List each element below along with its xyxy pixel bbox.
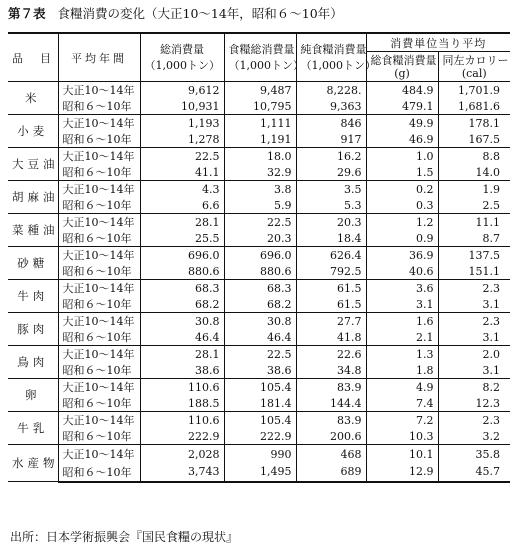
- net-value: 3.5: [296, 181, 366, 198]
- per-unit-value: 49.9: [366, 115, 438, 132]
- calorie-value: 3.2: [438, 428, 510, 445]
- table-row: [8, 263, 510, 280]
- net-value: 22.6: [296, 346, 366, 363]
- period-label: 昭和６〜10年: [58, 263, 140, 280]
- net-value: 16.2: [296, 148, 366, 165]
- net-value: 846: [296, 115, 366, 132]
- item-name: 米: [8, 82, 58, 115]
- total-value: 46.4: [140, 329, 224, 346]
- period-label: 大正10〜14年: [58, 148, 140, 165]
- net-value: 41.8: [296, 329, 366, 346]
- per-unit-value: 0.9: [366, 230, 438, 247]
- total-value: 1,278: [140, 131, 224, 148]
- food-total-value: 68.2: [224, 296, 296, 313]
- net-value: 689: [296, 463, 366, 482]
- period-label: 昭和６〜10年: [58, 362, 140, 379]
- food-total-value: 1,191: [224, 131, 296, 148]
- table-row: [8, 148, 510, 165]
- table-row: [8, 463, 510, 482]
- period-label: 昭和６〜10年: [58, 395, 140, 412]
- period-label: 昭和６〜10年: [58, 428, 140, 445]
- net-value: 61.5: [296, 280, 366, 297]
- per-unit-value: 46.9: [366, 131, 438, 148]
- table-row: [8, 379, 510, 396]
- per-unit-value: 1.8: [366, 362, 438, 379]
- calorie-value: 2.3: [482, 281, 500, 295]
- table-row: [8, 296, 510, 313]
- table-row: [8, 214, 510, 231]
- total-value: 6.6: [140, 197, 224, 214]
- net-value: 20.3: [296, 214, 366, 231]
- food-total-value: 1,495: [224, 463, 296, 482]
- per-unit-value: 479.1: [366, 98, 438, 115]
- net-value: 626.4: [296, 247, 366, 264]
- header-total-unit: （1,000トン）: [144, 58, 220, 72]
- calorie-value: 1,701.9: [458, 83, 500, 97]
- food-consumption-table: [8, 32, 510, 483]
- calorie-value: 8.8: [482, 149, 500, 163]
- table-row: [8, 313, 510, 330]
- table-row: [8, 164, 510, 181]
- food-total-value: 880.6: [224, 263, 296, 280]
- period-label: 昭和６〜10年: [58, 463, 140, 482]
- net-value: 792.5: [296, 263, 366, 280]
- period-label: 昭和６〜10年: [58, 98, 140, 115]
- total-value: 222.9: [140, 428, 224, 445]
- period-label: 大正10〜14年: [58, 181, 140, 198]
- calorie-value: 178.1: [468, 116, 500, 130]
- header-calorie-name: 同左カロリー: [442, 53, 509, 67]
- header-net: [296, 33, 376, 82]
- food-total-value: 38.6: [224, 362, 296, 379]
- total-value: 110.6: [140, 412, 224, 429]
- food-total-value: 696.0: [224, 247, 296, 264]
- calorie-value: 11.1: [475, 215, 500, 229]
- food-total-value: 990: [224, 445, 296, 464]
- calorie-value: 8.7: [438, 230, 510, 247]
- total-value: 2,028: [140, 445, 224, 464]
- period-label: 昭和６〜10年: [58, 230, 140, 247]
- net-value: 8,228.: [296, 82, 366, 99]
- food-total-value: 46.4: [224, 329, 296, 346]
- total-value: 25.5: [140, 230, 224, 247]
- calorie-value: 1,681.6: [438, 98, 510, 115]
- per-unit-value: 484.9: [366, 82, 438, 99]
- total-value: 28.1: [140, 214, 224, 231]
- per-unit-value: 1.2: [366, 214, 438, 231]
- header-per-unit-name: 総食糧消費量: [370, 53, 437, 67]
- total-value: 28.1: [140, 346, 224, 363]
- food-total-value: 181.4: [224, 395, 296, 412]
- item-name: 豚肉: [8, 313, 58, 346]
- period-label: 昭和６〜10年: [58, 296, 140, 313]
- calorie-value: 45.7: [438, 463, 510, 482]
- total-value: 9,612: [140, 82, 224, 99]
- food-total-value: 20.3: [224, 230, 296, 247]
- header-food-total: [224, 33, 304, 82]
- per-unit-value: 1.5: [366, 164, 438, 181]
- header-calorie-unit: (cal): [461, 66, 487, 80]
- food-total-value: 1,111: [224, 115, 296, 132]
- net-value: 917: [296, 131, 366, 148]
- header-group-per-unit: 消費単位当り平均: [366, 33, 510, 52]
- total-value: 696.0: [140, 247, 224, 264]
- table-body: [8, 82, 510, 482]
- source-note: 出所：日本学術振興会『国民食糧の現状』: [10, 530, 239, 544]
- calorie-value: 8.2: [482, 380, 500, 394]
- period-label: 大正10〜14年: [58, 346, 140, 363]
- table-row: [8, 346, 510, 363]
- table-caption: [8, 4, 508, 24]
- calorie-value: 3.1: [438, 296, 510, 313]
- total-value: 30.8: [140, 313, 224, 330]
- table-row: [8, 82, 510, 99]
- food-total-value: 30.8: [224, 313, 296, 330]
- total-value: 1,193: [140, 115, 224, 132]
- food-total-value: 105.4: [224, 412, 296, 429]
- table-row: [8, 197, 510, 214]
- per-unit-value: 40.6: [366, 263, 438, 280]
- item-name: 小麦: [8, 115, 58, 148]
- per-unit-value: 10.3: [366, 428, 438, 445]
- food-total-value: 18.0: [224, 148, 296, 165]
- total-value: 110.6: [140, 379, 224, 396]
- header-food-total-name: 食糧総消費量: [228, 42, 295, 56]
- period-label: 大正10〜14年: [58, 115, 140, 132]
- item-name: 鳥肉: [8, 346, 58, 379]
- header-net-name: 純食糧消費量: [300, 42, 367, 56]
- total-value: 3,743: [140, 463, 224, 482]
- period-label: 大正10〜14年: [58, 280, 140, 297]
- calorie-value: 2.3: [482, 413, 500, 427]
- table-row: [8, 230, 510, 247]
- net-value: 9,363: [296, 98, 366, 115]
- header-period: 平均年間: [58, 33, 140, 82]
- table-row: [8, 362, 510, 379]
- header-total-name: 総消費量: [160, 42, 204, 56]
- table-row: [8, 98, 510, 115]
- food-total-value: 22.5: [224, 214, 296, 231]
- item-name: 大豆油: [8, 148, 58, 181]
- total-value: 38.6: [140, 362, 224, 379]
- item-name: 砂糖: [8, 247, 58, 280]
- header-net-unit: （1,000トン）: [300, 58, 376, 72]
- per-unit-value: 36.9: [366, 247, 438, 264]
- net-value: 34.8: [296, 362, 366, 379]
- total-value: 880.6: [140, 263, 224, 280]
- table-row: [8, 131, 510, 148]
- per-unit-value: 7.2: [366, 412, 438, 429]
- table-row: [8, 181, 510, 198]
- total-value: 188.5: [140, 395, 224, 412]
- period-label: 大正10〜14年: [58, 445, 140, 464]
- header-per-unit-unit: (g): [394, 66, 410, 80]
- per-unit-value: 10.1: [366, 445, 438, 464]
- per-unit-value: 7.4: [366, 395, 438, 412]
- header-food-total-unit: （1,000トン）: [228, 58, 304, 72]
- net-value: 144.4: [296, 395, 366, 412]
- net-value: 61.5: [296, 296, 366, 313]
- per-unit-value: 4.9: [366, 379, 438, 396]
- food-total-value: 3.8: [224, 181, 296, 198]
- item-name: 牛肉: [8, 280, 58, 313]
- calorie-value: 3.1: [438, 329, 510, 346]
- total-value: 41.1: [140, 164, 224, 181]
- total-value: 68.3: [140, 280, 224, 297]
- total-value: 22.5: [140, 148, 224, 165]
- net-value: 18.4: [296, 230, 366, 247]
- period-label: 大正10〜14年: [58, 214, 140, 231]
- table-title: 食糧消費の変化（大正10〜14年，昭和６〜10年）: [57, 6, 343, 21]
- food-total-value: 105.4: [224, 379, 296, 396]
- net-value: 27.7: [296, 313, 366, 330]
- calorie-value: 137.5: [468, 248, 500, 262]
- item-name: 胡麻油: [8, 181, 58, 214]
- net-value: 200.6: [296, 428, 366, 445]
- calorie-value: 167.5: [438, 131, 510, 148]
- food-total-value: 9,487: [224, 82, 296, 99]
- table-row: [8, 329, 510, 346]
- total-value: 68.2: [140, 296, 224, 313]
- calorie-value: 2.5: [438, 197, 510, 214]
- calorie-value: 2.3: [482, 314, 500, 328]
- per-unit-value: 3.1: [366, 296, 438, 313]
- per-unit-value: 1.6: [366, 313, 438, 330]
- per-unit-value: 12.9: [366, 463, 438, 482]
- net-value: 5.3: [296, 197, 366, 214]
- header-calorie: [438, 52, 510, 82]
- calorie-value: 14.0: [438, 164, 510, 181]
- calorie-value: 3.1: [438, 362, 510, 379]
- calorie-value: 151.1: [438, 263, 510, 280]
- item-name: 卵: [8, 379, 58, 412]
- total-value: 10,931: [140, 98, 224, 115]
- calorie-value: 2.0: [482, 347, 500, 361]
- table-row: [8, 280, 510, 297]
- period-label: 大正10〜14年: [58, 379, 140, 396]
- table-row: [8, 428, 510, 445]
- header-item: 品 目: [8, 33, 58, 82]
- per-unit-value: 1.0: [366, 148, 438, 165]
- food-total-value: 32.9: [224, 164, 296, 181]
- header-per-unit: [366, 52, 438, 82]
- period-label: 昭和６〜10年: [58, 329, 140, 346]
- net-value: 83.9: [296, 379, 366, 396]
- table-number: 第７表: [8, 6, 46, 21]
- per-unit-value: 2.1: [366, 329, 438, 346]
- period-label: 大正10〜14年: [58, 412, 140, 429]
- table-row: [8, 395, 510, 412]
- per-unit-value: 0.2: [366, 181, 438, 198]
- table-row: [8, 445, 510, 464]
- table-row: [8, 115, 510, 132]
- table-row: [8, 247, 510, 264]
- net-value: 468: [296, 445, 366, 464]
- net-value: 29.6: [296, 164, 366, 181]
- food-total-value: 222.9: [224, 428, 296, 445]
- table-row: [8, 412, 510, 429]
- calorie-value: 12.3: [438, 395, 510, 412]
- period-label: 大正10〜14年: [58, 82, 140, 99]
- item-name: 菜種油: [8, 214, 58, 247]
- period-label: 大正10〜14年: [58, 313, 140, 330]
- per-unit-value: 3.6: [366, 280, 438, 297]
- net-value: 83.9: [296, 412, 366, 429]
- food-total-value: 5.9: [224, 197, 296, 214]
- calorie-value: 1.9: [482, 182, 500, 196]
- food-total-value: 22.5: [224, 346, 296, 363]
- period-label: 昭和６〜10年: [58, 197, 140, 214]
- period-label: 昭和６〜10年: [58, 131, 140, 148]
- item-name: 水産物: [8, 445, 58, 482]
- period-label: 昭和６〜10年: [58, 164, 140, 181]
- header-total: [140, 33, 224, 82]
- item-name: 牛乳: [8, 412, 58, 445]
- per-unit-value: 1.3: [366, 346, 438, 363]
- total-value: 4.3: [140, 181, 224, 198]
- period-label: 大正10〜14年: [58, 247, 140, 264]
- calorie-value: 35.8: [475, 447, 500, 461]
- per-unit-value: 0.3: [366, 197, 438, 214]
- food-total-value: 10,795: [224, 98, 296, 115]
- food-total-value: 68.3: [224, 280, 296, 297]
